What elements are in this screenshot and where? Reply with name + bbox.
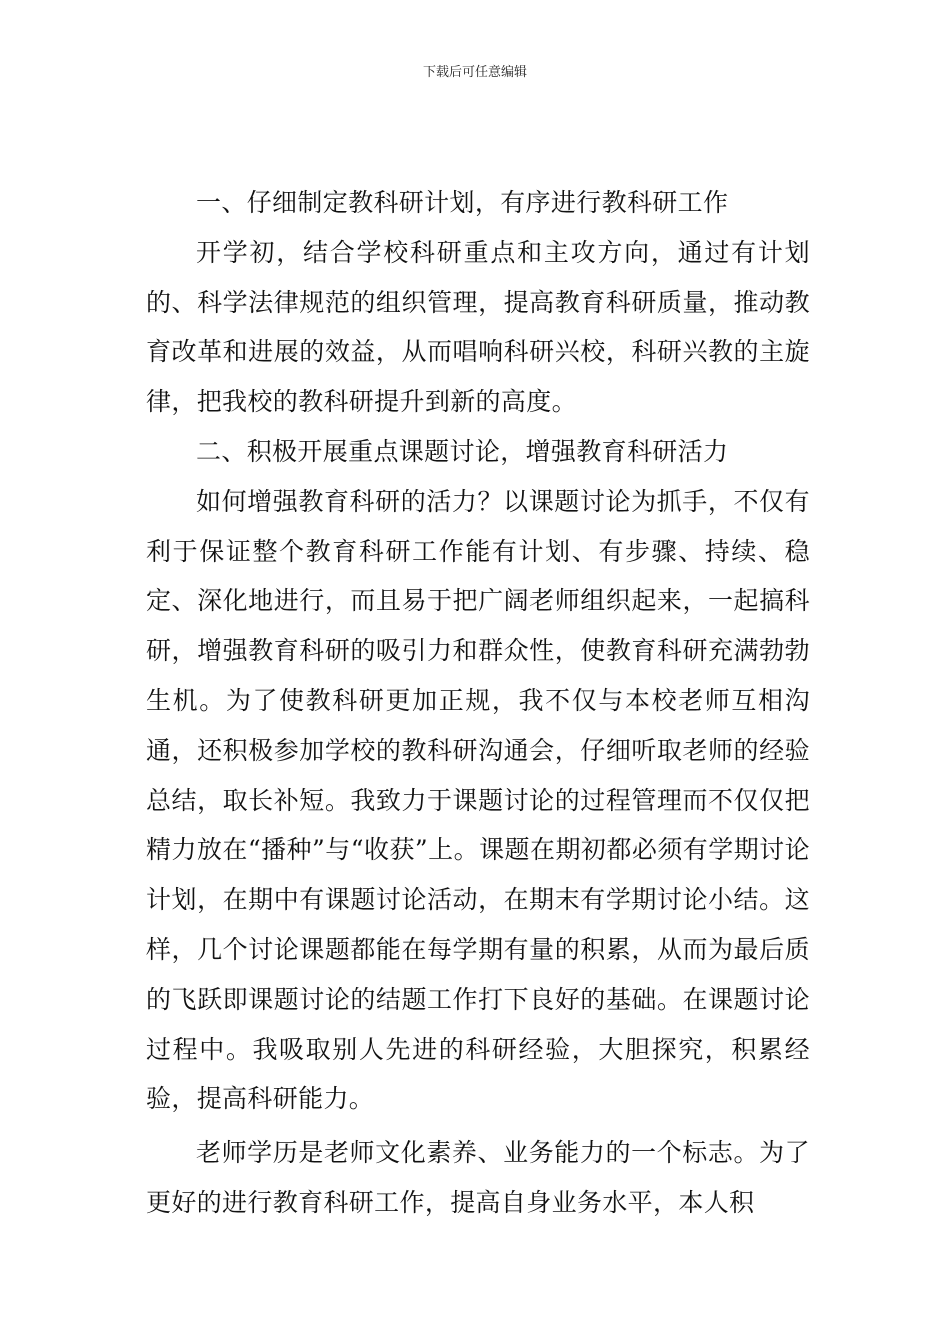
document-body xyxy=(146,178,810,1228)
page-header-note: 下载后可任意编辑 xyxy=(422,65,527,80)
section-heading-2: 二、积极开展重点课题讨论，增强教育科研活力 xyxy=(196,436,729,466)
section-heading-1: 一、仔细制定教科研计划，有序进行教科研工作 xyxy=(196,188,729,217)
body-paragraph-1: 开学初，结合学校科研重点和主攻方向，通过有计划的、科学法律规范的组织管理，提高教育科研质量，推动教育改革和进展的效益，从而唱响科研兴校，科研兴教的主旋律，把我校的教科研提升到新的高度。 xyxy=(146,237,810,417)
body-paragraph-3: 老师学历是老师文化素养、业务能力的一个标志。为了更好的进行教育科研工作，提高自身业务水平，本人积 xyxy=(146,1138,810,1217)
body-paragraph-2: 如何增强教育科研的活力？以课题讨论为抓手，不仅有利于保证整个教育科研工作能有计划、有步骤、持续、稳定、深化地进行，而且易于把广阔老师组织起来，一起搞科研，增强教育科研的吸引力和群众性，使教育科研充满勃勃生机。为了使教科研更加正规，我不仅与本校老师互相沟通，还积极参加学校的教科研沟通会，仔细听取老师的经验总结，取长补短。我致力于课题讨论的过程管理而不仅仅把精力放在“播种”与“收获”上。课题在期初都必须有学期讨论计划，在期中有课题讨论活动，在期末有学期讨论小结。这样，几个讨论课题都能在每学期有量的积累，从而为最后质的飞跃即课题讨论的结题工作打下良好的基础。在课题讨论过程中。我吸取别人先进的科研经验，大胆探究，积累经验，提高科研能力。 xyxy=(146,486,810,1114)
